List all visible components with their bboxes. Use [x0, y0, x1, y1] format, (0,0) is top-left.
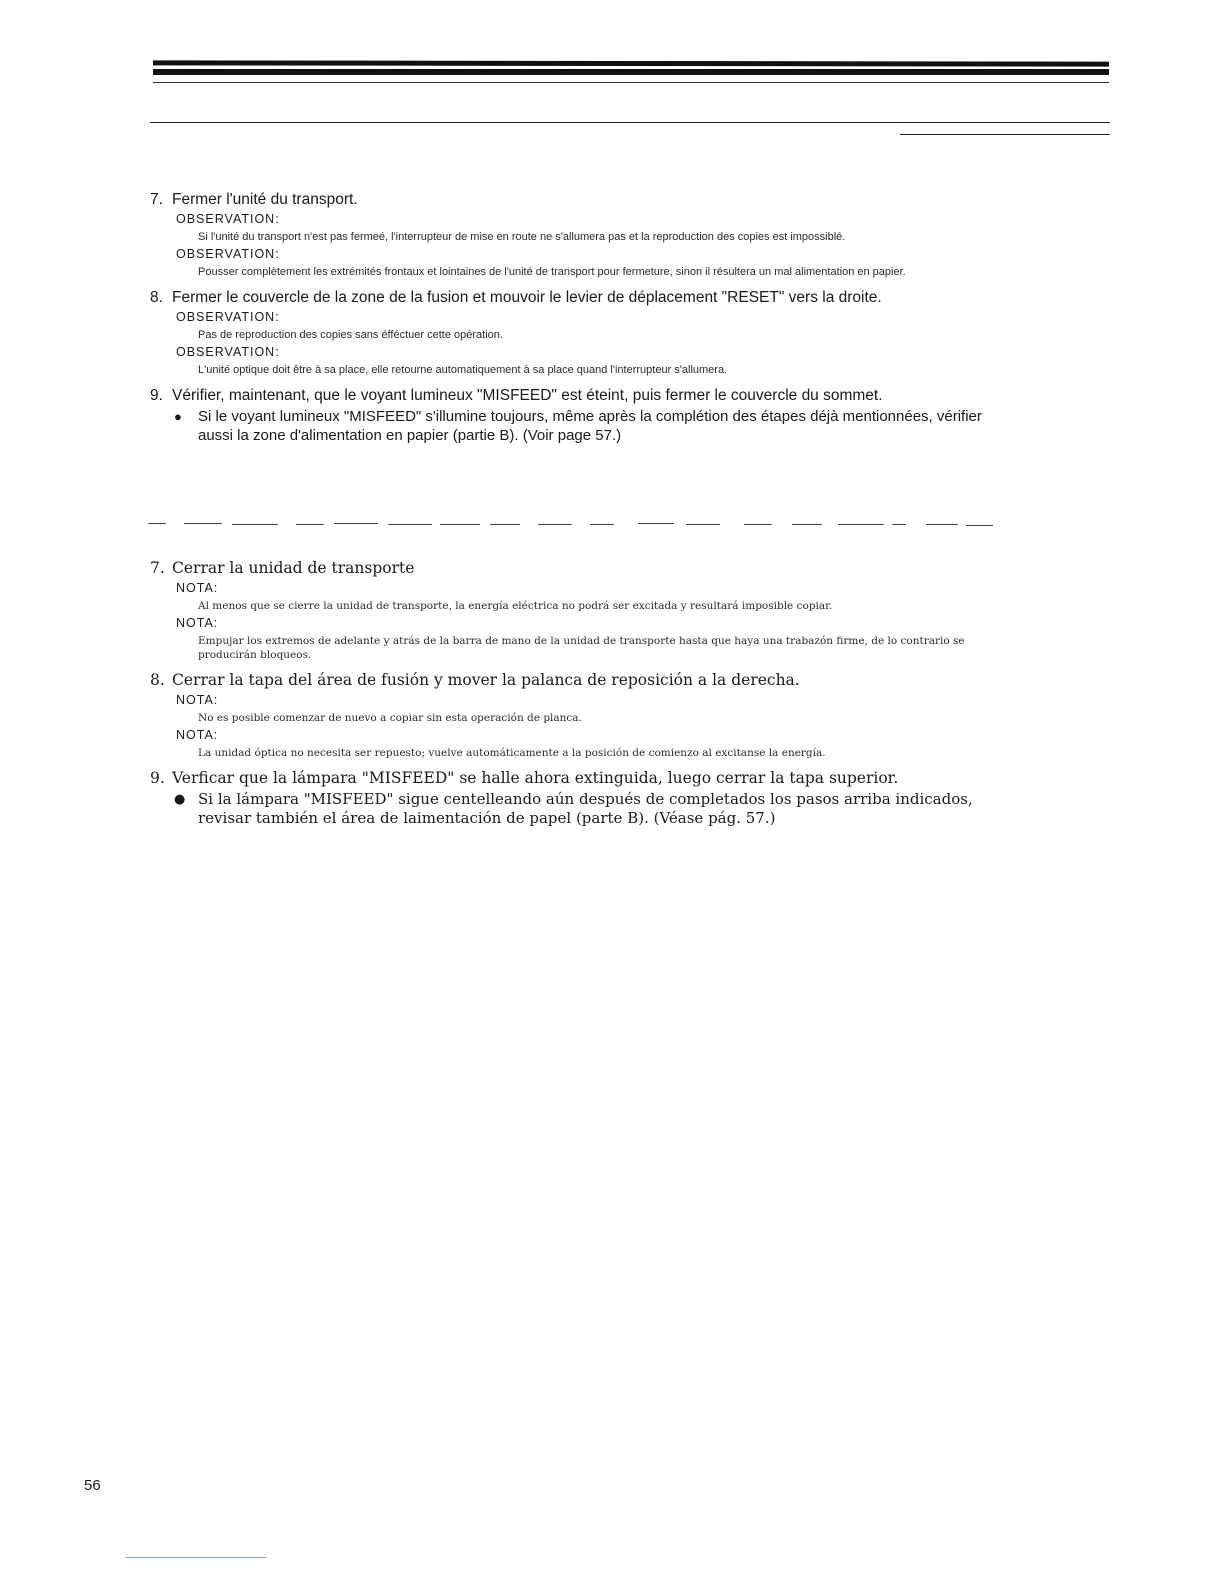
fr-step-8-number: 8.	[150, 289, 163, 306]
es-step-8-note1-text: No es posible comenzar de nuevo a copiar sin esta operación de planca.	[198, 712, 582, 724]
es-step-7-note2-label: NOTA:	[176, 616, 219, 630]
fr-step-8	[150, 288, 1020, 307]
es-step-8-note2-label: NOTA:	[176, 728, 219, 742]
es-step-7-note2-text: Empujar los extremos de adelante y atrás de la barra de mano de la unidad de transporte hasta que haya una trabazón firme, de lo contrario se producirán bloqueos.	[198, 635, 965, 661]
es-step-7-number: 7.	[150, 559, 165, 577]
fr-step-8-note2-text: L'unité optique doit être à sa place, elle retourne automatiquement à sa place quand l'interrupteur s'allumera.	[198, 364, 728, 376]
page-number: 56	[84, 1477, 101, 1494]
es-step-7-title: Cerrar la unidad de transporte	[172, 559, 415, 577]
fr-step-9-title: Vérifier, maintenant, que le voyant lumineux "MISFEED" est éteint, puis fermer le couvercle du sommet.	[172, 387, 883, 404]
footer-rule	[126, 1557, 266, 1558]
fr-step-7-title: Fermer l'unité du transport.	[172, 191, 358, 208]
es-step-9-number: 9.	[150, 769, 165, 787]
es-step-7-note1-text: Al menos que se cierre la unidad de transporte, la energía eléctrica no podrá ser excitada y resultará imposible copiar.	[198, 600, 833, 612]
es-step-7-note1-label: NOTA:	[176, 581, 219, 595]
header-underline-right	[900, 134, 1110, 135]
header-rule-thin	[153, 82, 1109, 83]
header-rule-thick-lower	[153, 69, 1109, 75]
es-step-9	[150, 769, 1020, 788]
header-underline	[150, 122, 1110, 123]
fr-step-8-note1-label: OBSERVATION:	[176, 310, 280, 324]
es-step-8-title: Cerrar la tapa del área de fusión y mover la palanca de reposición a la derecha.	[172, 671, 800, 689]
es-step-9-title: Verficar que la lámpara "MISFEED" se halle ahora extinguida, luego cerrar la tapa superior.	[172, 769, 899, 787]
fr-step-7	[150, 190, 1020, 209]
es-step-7	[150, 559, 1020, 578]
es-step-8	[150, 671, 1020, 690]
fr-step-9-bullet	[174, 407, 1020, 445]
bullet-icon: ●	[174, 792, 186, 807]
french-section	[150, 190, 1020, 445]
fr-step-8-note2-label: OBSERVATION:	[176, 345, 280, 359]
header-rule-thick	[153, 60, 1109, 66]
es-step-9-bullet-text: Si la lámpara "MISFEED" sigue centelleando aún después de completados los pasos arriba indicados, revisar también el área de laimentación de papel (parte B). (Véase pág. 57.)	[198, 790, 973, 827]
bullet-icon: ●	[174, 409, 182, 424]
fr-step-9	[150, 386, 1020, 405]
es-step-8-number: 8.	[150, 671, 165, 689]
fr-step-7-note2-label: OBSERVATION:	[176, 247, 280, 261]
fr-step-7-note2-text: Pousser complètement les extrémités frontaux et lointaines de l'unité de transport pour fermeture, sinon il résultera un mal alimentation en papier.	[198, 266, 906, 278]
es-step-9-bullet	[174, 790, 1020, 828]
es-step-8-note2-text: La unidad óptica no necesita ser repuesto; vuelve automáticamente a la posición de comienzo al excitanse la energía.	[198, 747, 826, 759]
fr-step-9-number: 9.	[150, 387, 163, 404]
fr-step-8-note1-text: Pas de reproduction des copies sans éfféctuer cette opération.	[198, 329, 503, 341]
fr-step-7-note1-text: Si l'unité du transport n'est pas fermeé, l'interrupteur de mise en route ne s'allumera pas et la reproduction des copies est impossiblé.	[198, 231, 846, 243]
language-separator	[148, 520, 993, 530]
fr-step-8-title: Fermer le couvercle de la zone de la fusion et mouvoir le levier de déplacement "RESET" vers la droite.	[172, 289, 882, 306]
fr-step-9-bullet-text: Si le voyant lumineux "MISFEED" s'illumine toujours, même après la complétion des étapes déjà mentionnées, vérifier aussi la zone d'alimentation en papier (partie B). (Voir page 57.)	[198, 408, 982, 444]
fr-step-7-note1-label: OBSERVATION:	[176, 212, 280, 226]
spanish-section	[150, 559, 1020, 828]
es-step-8-note1-label: NOTA:	[176, 693, 219, 707]
fr-step-7-number: 7.	[150, 191, 163, 208]
